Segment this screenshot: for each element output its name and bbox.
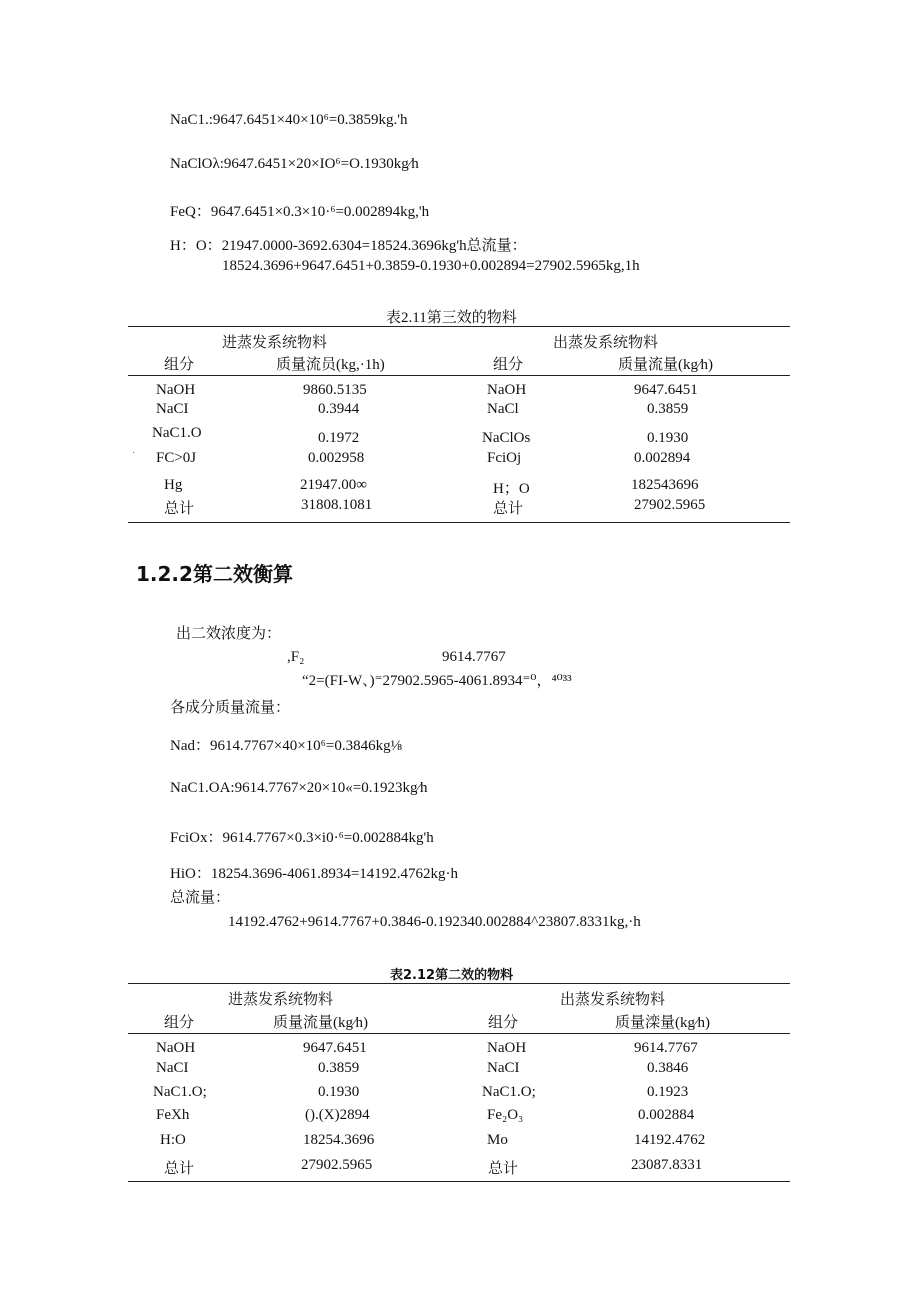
table1-group-out: 出蒸发系统物料 [553, 335, 659, 351]
table1-cell: NaOH [487, 382, 527, 398]
table2-group-out: 出蒸发系统物料 [560, 992, 666, 1008]
table2-cell: 0.1930 [318, 1084, 360, 1100]
table1-cell: 182543696 [631, 477, 699, 493]
table2-header-rule [128, 1033, 790, 1034]
calc-line-fe: FeQ：9647.6451×0.3×10·⁶=0.002894kg,'h [170, 204, 430, 220]
table2-cell: Fe₂O₃ [487, 1107, 524, 1123]
calc-line-water: H：O：21947.0000-3692.6304=18524.3696kg'h总流量： [170, 238, 527, 254]
table2-top-rule [128, 983, 790, 984]
table2-cell: NaOH [156, 1040, 196, 1056]
table2-cell: NaOH [487, 1040, 527, 1056]
table2-cell: NaCI [487, 1060, 520, 1076]
table1-cell: NaClOs [482, 430, 531, 446]
table2-cell: 9647.6451 [303, 1040, 367, 1056]
table2-cell: 0.002884 [638, 1107, 695, 1123]
table1-cell: 27902.5965 [634, 497, 706, 513]
intro-text: 出二效浓度为： [176, 626, 282, 642]
table1-cell: 0.002894 [634, 450, 691, 466]
table1-cell: 9860.5135 [303, 382, 367, 398]
table2-group-in: 进蒸发系统物料 [228, 992, 334, 1008]
table1-bottom-rule [128, 522, 790, 523]
table1-cell: 0.3944 [318, 401, 360, 417]
table1-cell: 0.1972 [318, 430, 360, 446]
calc2-line-water: HiO：18254.3696-4061.8934=14192.4762kg·h [170, 866, 459, 882]
table2-cell: ().(X)2894 [305, 1107, 370, 1123]
table1-cell: 31808.1081 [301, 497, 373, 513]
table1-cell: 9647.6451 [634, 382, 698, 398]
table1-header-rule [128, 375, 790, 376]
table2-cell: 0.3859 [318, 1060, 360, 1076]
table1-cell: NaCl [487, 401, 519, 417]
table1-cell: 0.002958 [308, 450, 365, 466]
table2-header-comp-in: 组分 [164, 1015, 195, 1031]
table2-cell: 18254.3696 [303, 1132, 375, 1148]
table2-caption: 表2.12第二效的物料 [390, 968, 514, 983]
table2-cell: 总计 [488, 1161, 519, 1177]
table2-cell: 27902.5965 [301, 1157, 373, 1173]
f2-label: ,F₂ [287, 649, 305, 665]
table1-top-rule [128, 326, 790, 327]
table2-cell: NaCI [156, 1060, 189, 1076]
calc2-line-total: 14192.4762+9614.7767+0.3846-0.192340.002884^23807.8331kg,·h [228, 914, 641, 930]
table2-cell: H:O [160, 1132, 186, 1148]
table2-header-comp-out: 组分 [488, 1015, 519, 1031]
table1-cell: 0.3859 [647, 401, 689, 417]
f2-value: 9614.7767 [442, 649, 506, 665]
table2-cell: 0.3846 [647, 1060, 689, 1076]
calc2-line-fe: FciOx：9614.7767×0.3×i0·⁶=0.002884kg'h [170, 830, 434, 846]
table1-header-flow-in: 质量流员(kg,·1h) [276, 357, 385, 373]
table2-bottom-rule [128, 1181, 790, 1182]
table2-cell: 9614.7767 [634, 1040, 698, 1056]
calc-line-total: 18524.3696+9647.6451+0.3859-0.1930+0.002894=27902.5965kg,1h [222, 258, 640, 274]
calc2-line-naclo: NaC1.OA:9614.7767×20×10«=0.1923kg⁄h [170, 780, 428, 796]
table2-header-flow-out: 质量滦量(kg⁄h) [615, 1015, 710, 1031]
table1-cell: NaC1.O [152, 425, 202, 441]
table1-cell: NaCI [156, 401, 189, 417]
table2-cell: FeXh [156, 1107, 190, 1123]
flow-title: 各成分质量流量： [170, 700, 291, 716]
table2-cell: 0.1923 [647, 1084, 689, 1100]
table2-cell: 总计 [164, 1161, 195, 1177]
table1-header-comp-in: 组分 [164, 357, 195, 373]
table1-cell: FC>0J [156, 450, 197, 466]
total-flow-label: 总流量： [170, 890, 231, 906]
table1-cell: Hg [164, 477, 183, 493]
calc-line-nacl: NaC1.:9647.6451×40×10⁶=0.3859kg.'h [170, 112, 408, 128]
table1-cell: H；O [493, 481, 530, 497]
calc-line-naclo: NaClOλ:9647.6451×20×IO⁶=O.1930kg⁄h [170, 156, 419, 172]
table1-header-flow-out: 质量流量(kg⁄h) [618, 357, 713, 373]
table1-cell: 总计 [164, 501, 195, 517]
table2-cell: NaC1.O; [482, 1084, 536, 1100]
table1-cell: 0.1930 [647, 430, 689, 446]
table1-cell: FciOj [487, 450, 522, 466]
table2-cell: Mo [487, 1132, 508, 1148]
table1-caption: 表2.11第三效的物料 [386, 310, 517, 326]
table2-cell: NaC1.O; [153, 1084, 207, 1100]
table1-group-in: 进蒸发系统物料 [222, 335, 328, 351]
table1-cell: 总计 [493, 501, 524, 517]
page: NaC1.:9647.6451×40×10⁶=0.3859kg.'h NaClOλ:9647.6451×20×IO⁶=O.1930kg⁄h FeQ：9647.6451×0.3×10·⁶=0.002894kg,'h H：O：21947.0000-3692.6304=18524.3696kg'h总流量： 18524.3696+9647.6451+0.3859-0.1930+0.002894=27902.5965kg,1h 表2.11第三效的物料 进蒸发系统物料 出蒸发系统物料 组分 质量流员(kg,·1h) 组分 质量流量(kg⁄h) NaOH 9860.5135 NaOH 9647.6451 NaCI 0.3944 NaCl 0.3859 NaC1.O 0.1972 NaClOs 0.1930 · FC>0J 0.002958 FciOj 0.002894 Hg 21947.00∞ H；O 182543696 总计 31808.1081 总计 27902.5965 1.2.2第二效衡算 出二效浓度为： ,F₂ 9614.7767 “2=(FI-W、)⁼27902.5965-4061.8934⁼⁰，⁴⁰³³ 各成分质量流量： Nad：9614.7767×40×10⁶=0.3846kg⅛ NaC1.OA:9614.7767×20×10«=0.1923kg⁄h FciOx：9614.7767×0.3×i0·⁶=0.002884kg'h HiO：18254.3696-4061.8934=14192.4762kg·h 总流量： 14192.4762+9614.7767+0.3846-0.192340.002884^23807.8331kg,·h 表2.12第二效的物料 进蒸发系统物料 出蒸发系统物料 组分 质量流量(kg⁄h) 组分 质量滦量(kg⁄h) NaOH 9647.6451 NaOH 9614.7767 NaCI 0.3859 NaCI 0.3846 NaC1.O; 0.1930 NaC1.O; 0.1923 FeXh ().(X)2894 Fe₂O₃ 0.002884 H:O 18254.3696 Mo 14192.4762 总计 27902.5965 总计 23087.8331 [0, 0, 920, 1301]
concentration-equation: “2=(FI-W、)⁼27902.5965-4061.8934⁼⁰，⁴⁰³³ [302, 673, 572, 689]
table2-cell: 23087.8331 [631, 1157, 703, 1173]
table2-cell: 14192.4762 [634, 1132, 706, 1148]
calc2-line-nacl: Nad：9614.7767×40×10⁶=0.3846kg⅛ [170, 738, 402, 754]
table1-header-comp-out: 组分 [493, 357, 524, 373]
section-heading: 1.2.2第二效衡算 [136, 562, 293, 586]
table2-header-flow-in: 质量流量(kg⁄h) [273, 1015, 368, 1031]
table1-cell: 21947.00∞ [300, 477, 367, 493]
table1-cell: NaOH [156, 382, 196, 398]
